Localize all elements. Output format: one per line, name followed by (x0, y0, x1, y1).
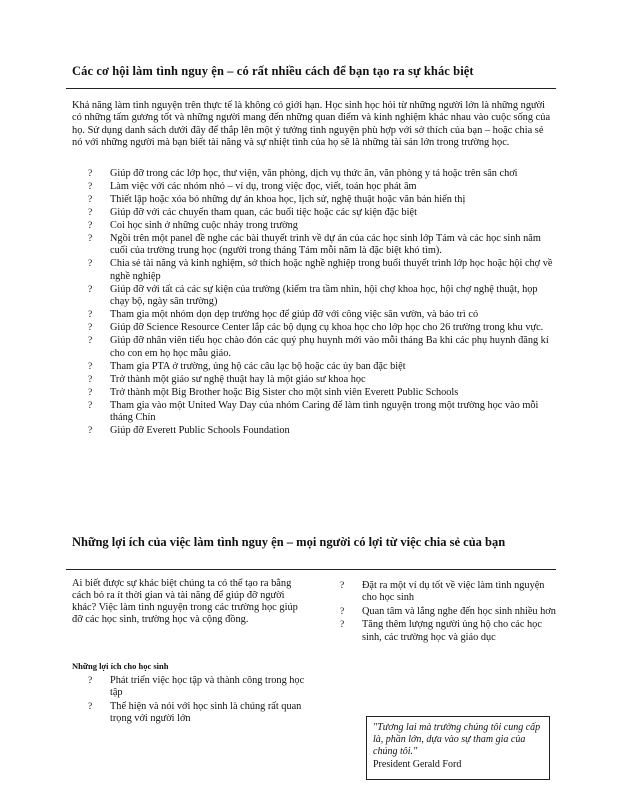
quote-box (366, 716, 550, 780)
student-benefits-list (88, 675, 310, 727)
list-item-text: Trở thành một giáo sư nghệ thuật hay là một giáo sư khoa học (110, 373, 366, 385)
bullet-icon: ? (88, 169, 93, 179)
list-item-text: Tăng thêm lượng người ủng hộ cho các học sinh, các trường học và giáo dục (362, 619, 542, 643)
bullet-icon: ? (88, 259, 93, 270)
section1-intro: Khả năng làm tình nguyện trên thực tế là không có giới hạn. Học sinh học hỏi từ những người lớn là những người có những tấm gương tốt và những người mang đến những quan điểm và kinh nghiệm khác nhau vào cuộc sống của họ. Sử dụng danh sách dưới đây để thắp lên một ý tưởng tình nguyện phù hợp với sở thích của bạn – hoặc chia sẻ nó với những người mà bạn biết tài năng và sự nhiệt tình của họ sẽ là những tài sản lớn trong trường học. (72, 100, 551, 148)
opportunity-item (88, 360, 556, 373)
opportunity-item (88, 194, 556, 206)
benefits-list-right (340, 580, 558, 645)
bullet-icon: ? (88, 221, 93, 231)
opportunity-item (88, 399, 556, 425)
opportunity-item (88, 233, 556, 258)
opportunity-item (88, 322, 556, 334)
opportunity-item (88, 309, 556, 321)
list-item-text: Trở thành một Big Brother hoặc Big Sister cho một sinh viên Everett Public Schools (110, 386, 459, 398)
bullet-icon: ? (88, 701, 93, 712)
opportunity-item (88, 373, 556, 386)
list-item-text: Quan tâm và lắng nghe đến học sinh nhiều hơn (362, 605, 556, 617)
quote-author: President Gerald Ford (373, 759, 462, 770)
list-item-text: Chia sẻ tài năng và kinh nghiệm, sở thích hoặc nghề nghiệp trong buổi thuyết trình lớp học hoặc hội chợ về nghề nghiệp (110, 258, 553, 282)
bullet-icon: ? (88, 323, 93, 334)
opportunity-item (88, 220, 556, 232)
list-item-text: Giúp đỡ trong các lớp học, thư viện, văn phòng, dịch vụ thức ăn, văn phòng y tá hoặc trên sân chơi (110, 168, 518, 179)
bullet-icon: ? (340, 606, 345, 617)
student-benefit-item (88, 675, 310, 700)
benefit-item (340, 619, 558, 644)
bullet-icon: ? (88, 676, 93, 686)
bullet-icon: ? (88, 387, 93, 398)
opportunity-item (88, 386, 556, 399)
bullet-icon: ? (340, 581, 345, 591)
bullet-icon: ? (88, 208, 93, 218)
list-item-text: Tham gia một nhóm dọn dẹp trường học để giúp đỡ với công việc sân vườn, và bảo trì có (110, 309, 479, 321)
opportunity-item (88, 181, 556, 193)
section2-intro: Ai biết được sự khác biệt chúng ta có thể tạo ra bằng cách bỏ ra ít thời gian và tài năng để giúp đỡ người khác? Việc làm tình nguyện trong các trường học giúp đỡ các học sinh, trường học và cộng đồng. (72, 578, 298, 626)
bullet-icon: ? (88, 234, 93, 244)
bullet-icon: ? (88, 284, 93, 295)
opportunity-item (88, 258, 556, 283)
list-item-text: Coi học sinh ở những cuộc nhảy trong trường (110, 220, 298, 231)
list-item-text: Giúp đỡ Science Resource Center lắp các bộ dụng cụ khoa học cho lớp học cho 26 trường trong khu vực. (110, 322, 544, 334)
list-item-text: Ngồi trên một panel đề nghe các bài thuyết trình về dự án của các học sinh lớp Tám và các học sinh năm cuối của trường trung học (người trong tháng Tám mỗi năm là đặc biệt khó tìm). (110, 233, 541, 257)
list-item-text: Thiết lập hoặc xóa bỏ những dự án khoa học, lịch sử, nghệ thuật hoặc văn bản hiển thị (110, 194, 466, 205)
bullet-icon: ? (340, 620, 345, 631)
bullet-icon: ? (88, 374, 93, 385)
quote-text: "Tương lai mà trường chúng tôi cung cấp là, phần lớn, dựa vào sự tham gia của chúng tôi." (373, 722, 541, 757)
list-item-text: Thể hiện và nói với học sinh là chúng rất quan trọng với người lớn (110, 700, 302, 725)
section1-heading: Các cơ hội làm tình nguy ện – có rất nhiều cách để bạn tạo ra sự khác biệt (72, 64, 474, 78)
bullet-icon: ? (88, 400, 93, 411)
bullet-icon: ? (88, 336, 93, 347)
section2-rule (66, 569, 556, 570)
section1-rule (66, 88, 556, 89)
benefit-item (340, 580, 558, 605)
opportunity-item (88, 335, 556, 360)
bullet-icon: ? (88, 195, 93, 205)
opportunity-item (88, 207, 556, 219)
benefit-item (340, 605, 558, 618)
bullet-icon: ? (88, 310, 93, 321)
list-item-text: Làm việc với các nhóm nhỏ – ví dụ, trong việc đọc, viết, toán học phát âm (110, 181, 417, 192)
bullet-icon: ? (88, 426, 93, 437)
list-item-text: Đặt ra một ví dụ tốt về việc làm tình nguyện cho học sinh (362, 580, 545, 604)
student-benefits-subheading: Những lợi ích cho học sinh (72, 661, 169, 671)
opportunity-item (88, 283, 556, 309)
bullet-icon: ? (88, 361, 93, 372)
list-item-text: Giúp đỡ với các chuyến tham quan, các buổi tiệc hoặc các sự kiện đặc biệt (110, 207, 417, 218)
list-item-text: Tham gia vào một United Way Day của nhóm Caring để làm tình nguyện trong một trường học vào mỗi tháng Chín (110, 399, 539, 424)
list-item-text: Giúp đỡ Everett Public Schools Foundation (110, 425, 290, 437)
list-item-text: Phát triển việc học tập và thành công trong học tập (110, 675, 305, 699)
list-item-text: Giúp đỡ với tất cả các sự kiện của trường (kiểm tra tầm nhìn, hội chợ khoa học, hội chợ nghệ thuật, họp chạy bộ, ngày sân trường) (110, 283, 538, 308)
list-item-text: Giúp đỡ nhân viên tiểu học chào đón các quý phụ huynh mới vào mỗi tháng Ba khi các phụ huynh đăng kí cho con em họ học mẫu giáo. (110, 335, 549, 359)
volunteer-opportunity-list (88, 168, 556, 438)
section2-heading: Những lợi ích của việc làm tình nguy ện – mọi người có lợi từ việc chia sẻ của bạn (72, 535, 506, 549)
opportunity-item (88, 425, 556, 437)
opportunity-item (88, 168, 556, 180)
student-benefit-item (88, 700, 310, 726)
bullet-icon: ? (88, 182, 93, 192)
list-item-text: Tham gia PTA ở trường, ủng hộ các câu lạc bộ hoặc các ủy ban đặc biệt (110, 360, 406, 372)
